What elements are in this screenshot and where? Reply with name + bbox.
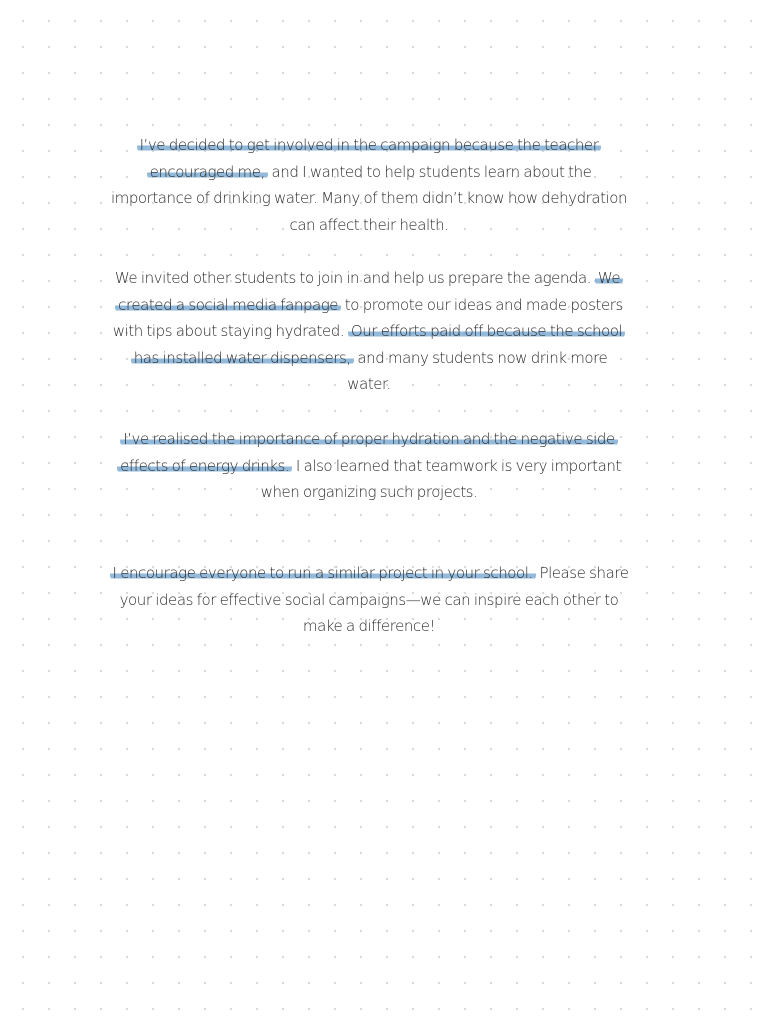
highlighted-phrase: We created a social media fanpage — [115, 269, 623, 314]
paragraph-text: I also learned that teamwork is very important when organizing such projects. — [260, 456, 621, 501]
paragraph-text: We invited other students to join in and help us prepare the agenda. — [114, 269, 595, 287]
highlighted-phrase: I’ve realised the importance of proper hydration and the negative side effects of energy drinks. — [117, 430, 618, 475]
paragraph-text: and many students now drink more water. — [347, 348, 608, 393]
paragraph-text: and I wanted to help students learn about the importance of drinking water. Many of them didn’t know how dehydration can affect their health. — [110, 162, 628, 234]
paragraph-text: Please share your ideas for effective social campaigns—we can inspire each other to make a difference! — [119, 564, 629, 635]
paragraph-campaign-motivation — [108, 132, 630, 238]
paragraph-campaign-actions — [108, 265, 630, 398]
highlighted-phrase: I’ve decided to get involved in the campaign because the teacher encouraged me, — [137, 136, 602, 181]
highlighted-phrase: I encourage everyone to run a similar project in your school. — [110, 564, 536, 582]
paragraph-lessons-learned — [108, 426, 630, 506]
paragraph-text: to promote our ideas and made posters with tips about staying hydrated. — [112, 295, 623, 340]
paragraph-call-to-action — [108, 560, 630, 640]
highlighted-phrase: Our efforts paid off because the school has installed water dispensers, — [131, 322, 626, 367]
